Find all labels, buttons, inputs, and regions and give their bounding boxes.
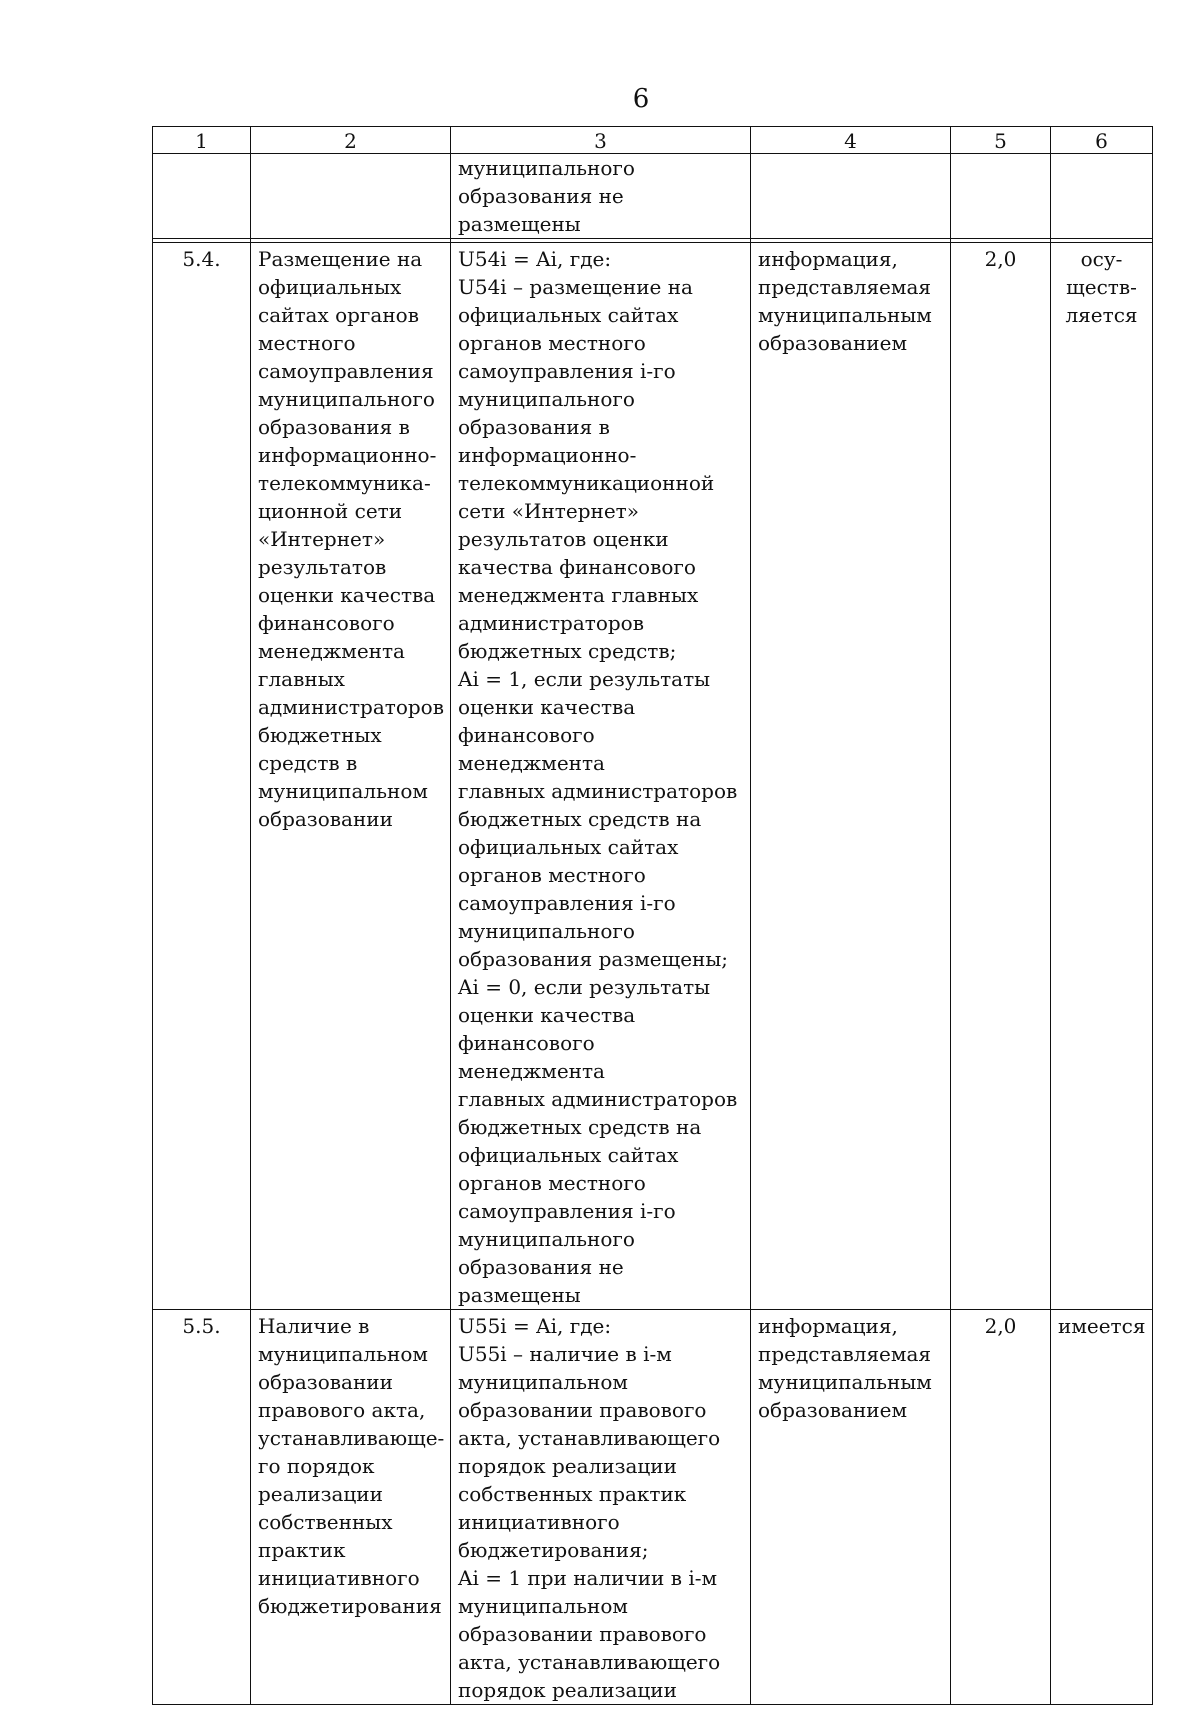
- page-number: 6: [632, 84, 650, 114]
- column-number-6: 6: [1051, 127, 1153, 154]
- continuation-row: [153, 154, 1153, 239]
- criterion-weight: 2,0: [951, 243, 1051, 1310]
- criterion-formula: U55i = Ai, где: U55i – наличие в i-м муниципальном образовании правового акта, устанавливающего порядок реализации собственных практик инициативного бюджетирования; Ai = 1 при наличии в i-м муниципальном образовании правового акта, устанавливающего порядок реализации: [451, 1310, 751, 1705]
- criterion-status: имеется: [1051, 1310, 1153, 1705]
- continuation-formula-cell: муниципального образования не размещены: [451, 154, 751, 239]
- criterion-name: Размещение на официальных сайтах органов местного самоуправления муниципального образования в информационно- телекоммуника- ционной сети «Интернет» результатов оценки качества финансового менеджмента главных администраторов бюджетных средств в муниципальном образовании: [251, 243, 451, 1310]
- continuation-cell-4: [751, 154, 951, 239]
- continuation-cell-2: [251, 154, 451, 239]
- continuation-cell-5: [951, 154, 1051, 239]
- criterion-formula: U54i = Ai, где: U54i – размещение на официальных сайтах органов местного самоуправления i-го муниципального образования в информационно- телекоммуникационной сети «Интернет» результатов оценки качества финансового менеджмента главных администраторов бюджетных средств; Ai = 1, если результаты оценки качества финансового менеджмента главных администраторов бюджетных средств на официальных сайтах органов местного самоуправления i-го муниципального образования размещены; Ai = 0, если результаты оценки качества финансового менеджмента главных администраторов бюджетных средств на официальных сайтах органов местного самоуправления i-го муниципального образования не размещены: [451, 243, 751, 1310]
- table-row: [153, 243, 1153, 1310]
- column-number-4: 4: [751, 127, 951, 154]
- column-number-row: [153, 127, 1153, 154]
- row-number: 5.4.: [153, 243, 251, 1310]
- criterion-name: Наличие в муниципальном образовании правового акта, устанавливающе- го порядок реализации собственных практик инициативного бюджетирования: [251, 1310, 451, 1705]
- criterion-source: информация, представляемая муниципальным образованием: [751, 243, 951, 1310]
- criteria-table: [152, 126, 1153, 1705]
- criterion-status: осу- ществ- ляется: [1051, 243, 1153, 1310]
- continuation-cell-1: [153, 154, 251, 239]
- criterion-weight: 2,0: [951, 1310, 1051, 1705]
- continuation-cell-6: [1051, 154, 1153, 239]
- row-number: 5.5.: [153, 1310, 251, 1705]
- criterion-source: информация, представляемая муниципальным образованием: [751, 1310, 951, 1705]
- column-number-2: 2: [251, 127, 451, 154]
- table-row: [153, 1310, 1153, 1705]
- column-number-1: 1: [153, 127, 251, 154]
- column-number-3: 3: [451, 127, 751, 154]
- column-number-5: 5: [951, 127, 1051, 154]
